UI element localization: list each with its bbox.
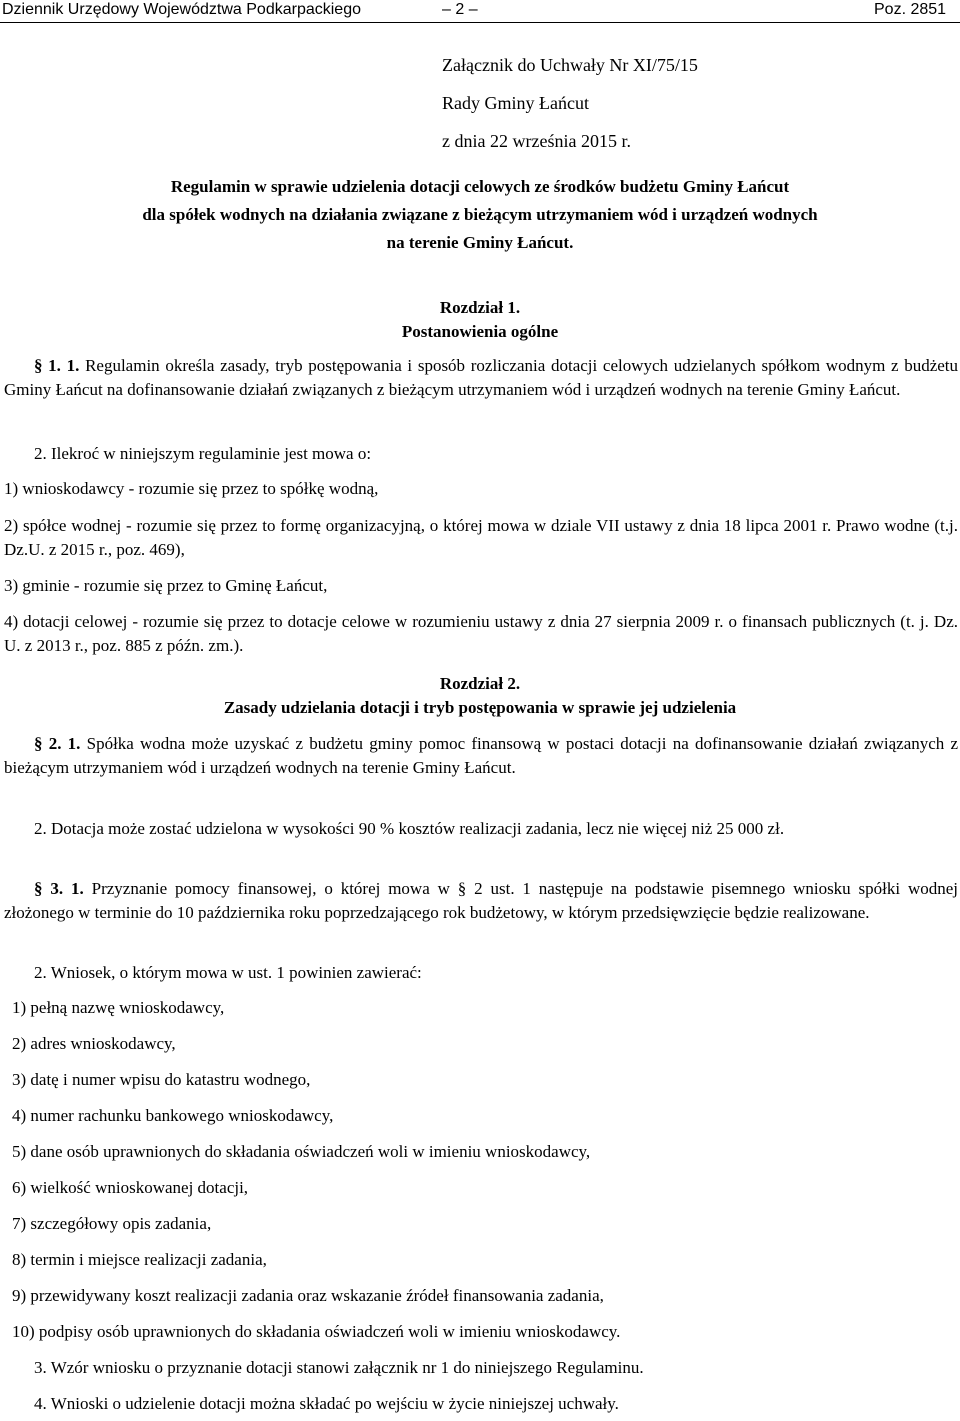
title-line-2: dla spółek wodnych na działania związane z bieżącym utrzymaniem wód i urządzeń wodnych bbox=[142, 205, 818, 224]
section-2-text: Spółka wodna może uzyskać z budżetu gminy pomoc finansową w postaci dotacji na dofinansowanie działań związanych z bieżącym utrzymaniem wód i urządzeń wodnych na terenie Gminy Łańcut. bbox=[4, 734, 959, 777]
title-line-3: na terenie Gminy Łańcut. bbox=[386, 233, 574, 252]
chapter-2-label: Rozdział 2. bbox=[439, 674, 521, 693]
list-item: 1) pełną nazwę wnioskodawcy, bbox=[12, 998, 225, 1017]
journal-name: Dziennik Urzędowy Województwa Podkarpackiego bbox=[2, 1, 361, 18]
chapter-2-name: Zasady udzielania dotacji i tryb postępowania w sprawie jej udzielenia bbox=[223, 698, 737, 717]
annex-line-1: Załącznik do Uchwały Nr XI/75/15 bbox=[442, 55, 698, 75]
section-3-paragraph-2: 2. Wniosek, o którym mowa w ust. 1 powinien zawierać: bbox=[34, 963, 422, 982]
section-1-paragraph-1 bbox=[4, 354, 958, 402]
section-3-number: § 3. 1. bbox=[34, 879, 84, 898]
annex-line-2: Rady Gminy Łańcut bbox=[442, 93, 589, 113]
header-rule bbox=[0, 22, 960, 23]
section-2-paragraph-2: 2. Dotacja może zostać udzielona w wysokości 90 % kosztów realizacji zadania, lecz nie więcej niż 25 000 zł. bbox=[34, 819, 785, 838]
list-item: 5) dane osób uprawnionych do składania oświadczeń woli w imieniu wnioskodawcy, bbox=[12, 1142, 591, 1161]
section-1-paragraph-2: 2. Ilekroć w niniejszym regulaminie jest mowa o: bbox=[34, 444, 372, 463]
chapter-1-name: Postanowienia ogólne bbox=[401, 322, 559, 341]
section-1-text: Regulamin określa zasady, tryb postępowania i sposób rozliczania dotacji celowych udzielanych spółkom wodnym z budżetu Gminy Łańcut na dofinansowanie działań związanych z bieżącym utrzymaniem wód i urządzeń wodnych na terenie Gminy Łańcut. bbox=[4, 356, 959, 399]
list-item: 6) wielkość wnioskowanej dotacji, bbox=[12, 1178, 249, 1197]
section-2-paragraph-1 bbox=[4, 732, 958, 780]
list-item: 8) termin i miejsce realizacji zadania, bbox=[12, 1250, 267, 1269]
definition-4: 4) dotacji celowej - rozumie się przez to dotacje celowe w rozumieniu ustawy z dnia 27 sierpnia 2009 r. o finansach publicznych (t. j. Dz. U. z 2013 r., poz. 885 z późn. zm.). bbox=[4, 612, 958, 655]
list-item: 10) podpisy osób uprawnionych do składania oświadczeń woli w imieniu wnioskodawcy. bbox=[12, 1322, 621, 1341]
position-number: Poz. 2851 bbox=[874, 1, 947, 18]
definition-2: 2) spółce wodnej - rozumie się przez to formę organizacyjną, o której mowa w dziale VII ustawy z dnia 18 lipca 2001 r. Prawo wodne (t.j. Dz.U. z 2015 r., poz. 469), bbox=[4, 516, 958, 559]
chapter-1-label: Rozdział 1. bbox=[439, 298, 521, 317]
definition-3: 3) gminie - rozumie się przez to Gminę Łańcut, bbox=[4, 576, 328, 595]
section-2-number: § 2. 1. bbox=[34, 734, 81, 753]
annex-line-3: z dnia 22 września 2015 r. bbox=[442, 131, 631, 151]
title-line-1: Regulamin w sprawie udzielenia dotacji celowych ze środków budżetu Gminy Łańcut bbox=[170, 177, 790, 196]
list-item: 3) datę i numer wpisu do katastru wodnego, bbox=[12, 1070, 311, 1089]
list-item: 9) przewidywany koszt realizacji zadania oraz wskazanie źródeł finansowania zadania, bbox=[12, 1286, 604, 1305]
section-3-paragraph-4: 4. Wnioski o udzielenie dotacji można składać po wejściu w życie niniejszej uchwały. bbox=[34, 1394, 619, 1413]
list-item: 7) szczegółowy opis zadania, bbox=[12, 1214, 212, 1233]
page-number: – 2 – bbox=[442, 1, 478, 18]
list-item: 4) numer rachunku bankowego wnioskodawcy, bbox=[12, 1106, 334, 1125]
section-3-paragraph-1 bbox=[4, 877, 958, 925]
section-3-paragraph-3: 3. Wzór wniosku o przyznanie dotacji stanowi załącznik nr 1 do niniejszego Regulaminu. bbox=[34, 1358, 644, 1377]
section-1-number: § 1. 1. bbox=[34, 356, 80, 375]
section-3-text: Przyznanie pomocy finansowej, o której mowa w § 2 ust. 1 następuje na podstawie pisemnego wniosku spółki wodnej złożonego w terminie do 10 października roku poprzedzającego rok budżetowy, w którym przedsięwzięcie będzie realizowane. bbox=[4, 879, 959, 922]
list-item: 2) adres wnioskodawcy, bbox=[12, 1034, 176, 1053]
definition-1: 1) wnioskodawcy - rozumie się przez to spółkę wodną, bbox=[4, 479, 379, 498]
